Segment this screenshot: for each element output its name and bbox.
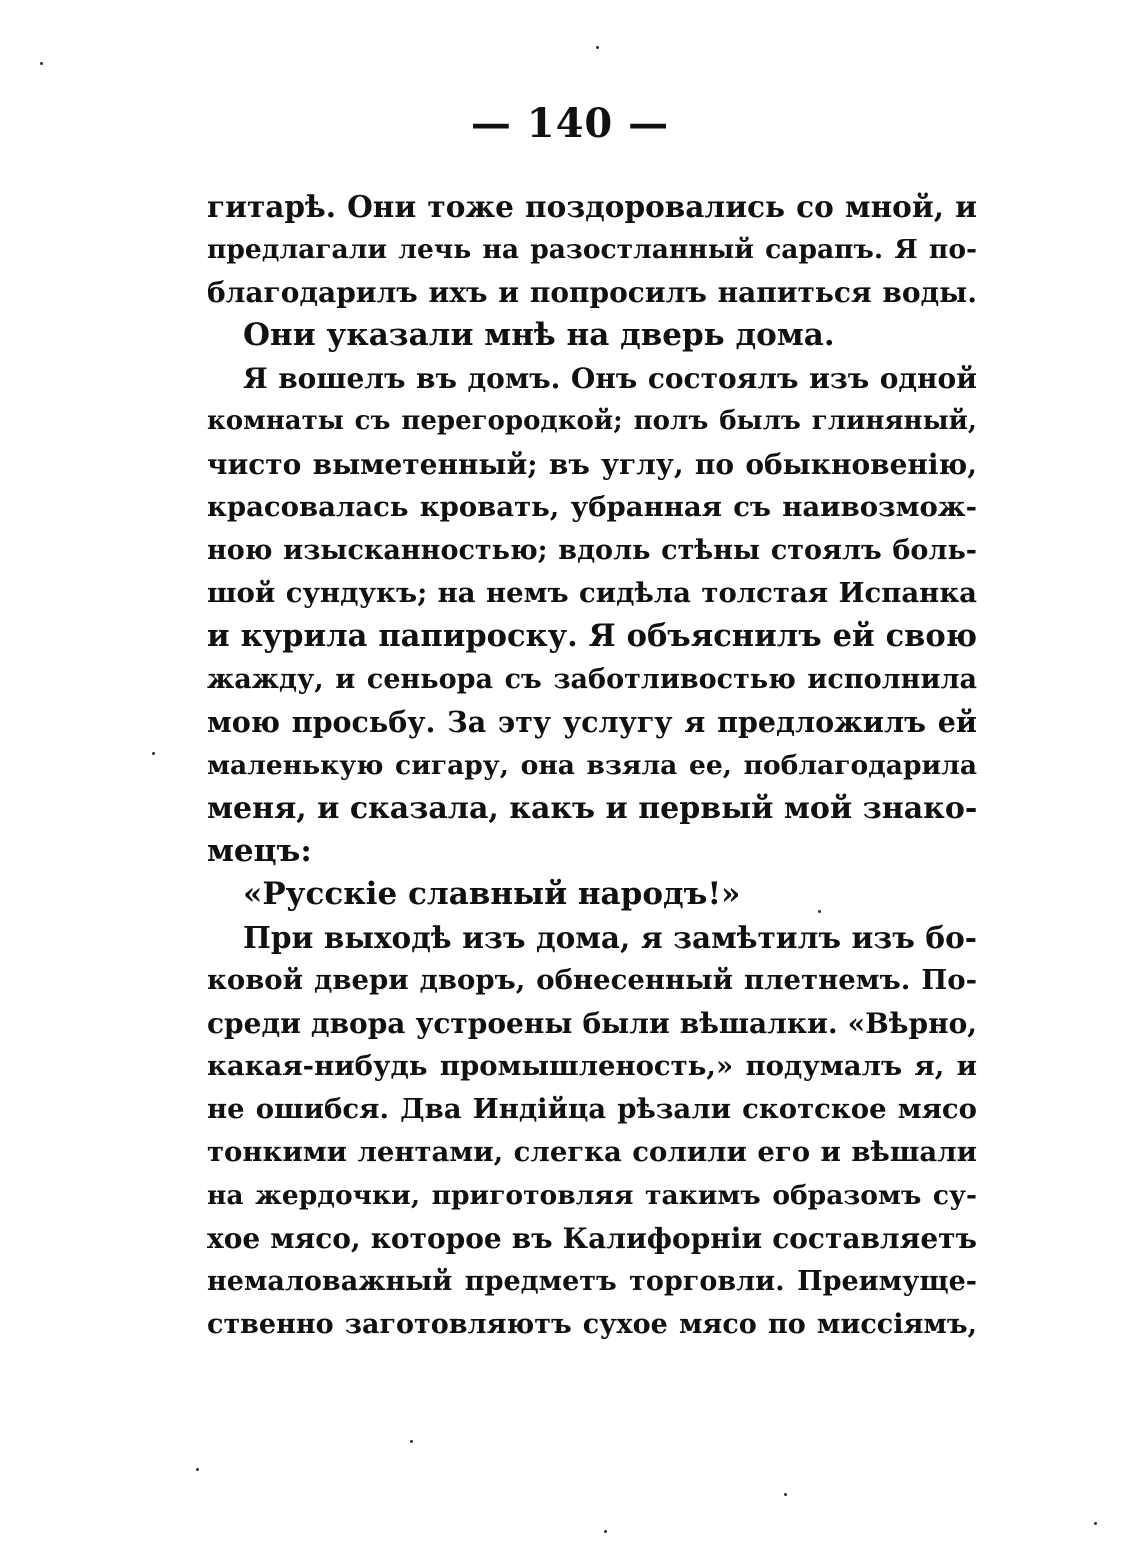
page-number: — 140 —	[470, 100, 670, 147]
text-line: не ошибся. Два Индійца рѣзали скотское мясо	[207, 1093, 977, 1125]
scan-speck	[410, 1440, 413, 1443]
text-line: ковой двери дворъ, обнесенный плетнемъ. По-	[207, 964, 977, 996]
text-line: благодарилъ ихъ и попросилъ напиться воды.	[207, 276, 977, 309]
body-text	[207, 185, 977, 1346]
scan-speck	[1094, 1522, 1097, 1525]
text-line: какая-нибудь промышленость,» подумалъ я, и	[207, 1050, 977, 1082]
text-line: хое мясо, которое въ Калифорніи составляетъ	[207, 1222, 977, 1255]
text-line: среди двора устроены были вѣшалки. «Вѣрно,	[207, 1007, 977, 1040]
scan-speck	[40, 62, 43, 65]
text-line: предлагали лечь на разостланный сарапъ. Я по-	[207, 234, 977, 265]
scan-speck	[604, 1530, 607, 1533]
text-line: При выходѣ изъ дома, я замѣтилъ изъ бо-	[243, 920, 977, 955]
scan-speck	[196, 1468, 199, 1471]
text-line: мецъ:	[207, 833, 312, 869]
scan-speck	[596, 46, 599, 49]
scan-speck	[818, 910, 821, 913]
text-line: тонкими лентами, слегка солили его и вѣшали	[207, 1136, 977, 1168]
text-line: Я вошелъ въ домъ. Онъ состоялъ изъ одной	[243, 362, 977, 395]
text-line: на жердочки, приготовляя такимъ образомъ су-	[207, 1180, 977, 1211]
scan-speck	[784, 1493, 787, 1496]
text-line: чисто выметенный; въ углу, по обыкновенію,	[207, 448, 977, 481]
text-line: жажду, и сеньора съ заботливостью исполнила	[207, 664, 977, 695]
text-line: ственно заготовляютъ сухое мясо по миссіямъ,	[207, 1309, 977, 1340]
text-line: ною изысканностью; вдоль стѣны стоялъ боль-	[207, 535, 977, 566]
text-line: комнаты съ перегородкой; полъ былъ глиняный,	[207, 406, 977, 436]
text-line: маленькую сигару, она взяла ее, поблагодарила	[207, 750, 977, 781]
text-line: красовалась кровать, убранная съ наивозмож-	[207, 491, 977, 523]
text-line: гитарѣ. Они тоже поздоровались со мной, и	[207, 189, 977, 224]
text-line: мою просьбу. За эту услугу я предложилъ ей	[207, 705, 977, 739]
text-line: «Русскіе славный народъ!»	[243, 876, 741, 912]
text-line: и курила папироску. Я объяснилъ ей свою	[207, 618, 977, 654]
scan-speck	[152, 752, 155, 755]
text-line: Они указали мнѣ на дверь дома.	[243, 317, 835, 353]
text-line: меня, и сказала, какъ и первый мой знако-	[207, 791, 977, 826]
text-line: немаловажный предметъ торговли. Преимуще-	[207, 1266, 977, 1297]
text-line: шой сундукъ; на немъ сидѣла толстая Испанка	[207, 577, 977, 609]
